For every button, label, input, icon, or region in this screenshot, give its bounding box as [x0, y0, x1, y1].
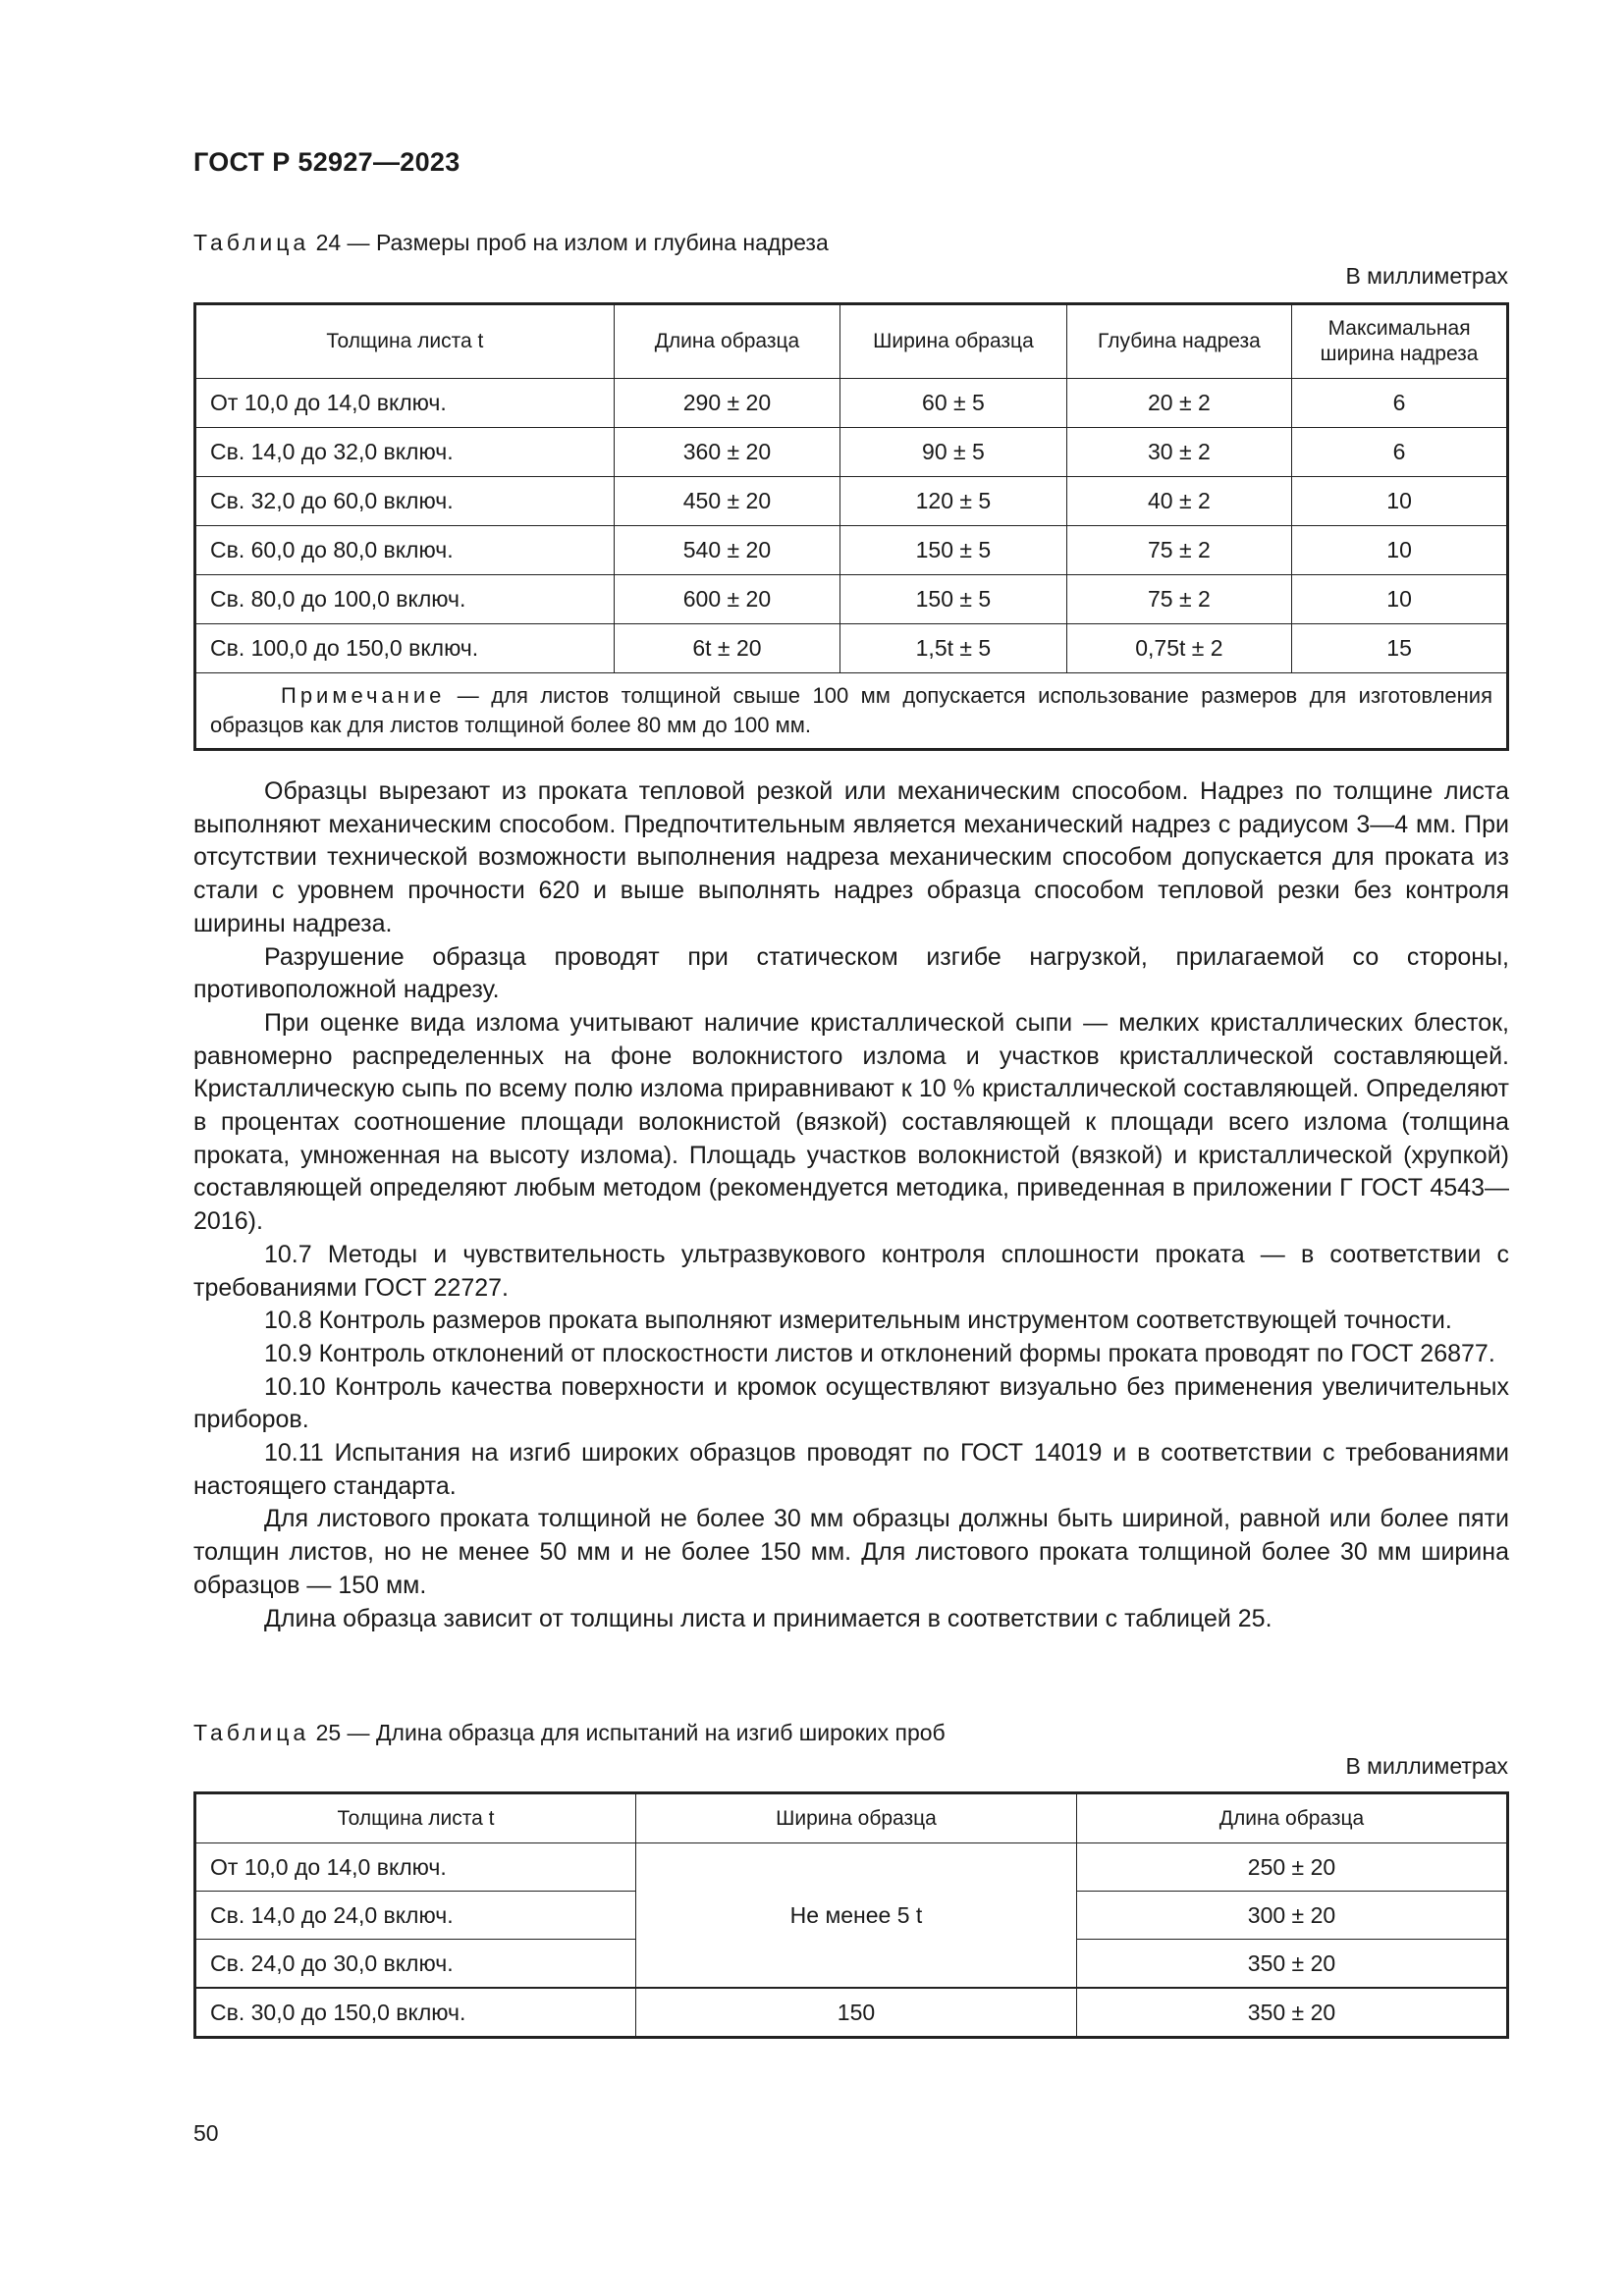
- table-cell: От 10,0 до 14,0 включ.: [195, 1843, 636, 1892]
- table-cell: 290 ± 20: [614, 379, 839, 428]
- table-cell: Св. 14,0 до 24,0 включ.: [195, 1892, 636, 1940]
- table25-header-length: Длина образца: [1076, 1793, 1507, 1843]
- table24-note: [195, 673, 1508, 750]
- paragraph: Разрушение образца проводят при статическом изгибе нагрузкой, прилагаемой со стороны, противоположной надрезу.: [193, 942, 1509, 1004]
- table25: [193, 1791, 1509, 2039]
- paragraph: При оценке вида излома учитывают наличие кристаллической сыпи — мелких кристаллических блесток, равномерно распределенных на фоне волокнистого излома и участков кристаллической составляющей. Кристаллическую сыпь по всему полю излома приравнивают к 10 % кристаллической составляющей. Определяют в процентах соотношение площади волокнистой (вязкой) составляющей к площади всего излома (толщина проката, умноженная на высоту излома). Площадь участков волокнистой (вязкой) и кристаллической (хрупкой) составляющей определяют любым методом (рекомендуется методика, приведенная в приложении Г ГОСТ 4543—2016).: [193, 1008, 1509, 1236]
- table24-note-text: — для листов толщиной свыше 100 мм допускается использование размеров для изготовления образцов как для листов толщиной более 80 мм до 100 мм.: [210, 683, 1492, 737]
- table24: [193, 302, 1509, 751]
- table-cell: Св. 60,0 до 80,0 включ.: [195, 526, 615, 575]
- table-cell: Св. 24,0 до 30,0 включ.: [195, 1940, 636, 1989]
- table-row: [195, 477, 1508, 526]
- table24-header-width: Ширина образца: [840, 304, 1066, 379]
- table-cell: Св. 14,0 до 32,0 включ.: [195, 428, 615, 477]
- table-cell: 90 ± 5: [840, 428, 1066, 477]
- paragraph: Для листового проката толщиной не более 30 мм образцы должны быть шириной, равной или более пяти толщин листов, но не менее 50 мм и не более 150 мм. Для листового проката толщиной более 30 мм ширина образцов — 150 мм.: [193, 1505, 1509, 1599]
- table-cell: 20 ± 2: [1066, 379, 1291, 428]
- table-row: [195, 1843, 1508, 1892]
- table24-note-row: [195, 673, 1508, 750]
- table25-caption-word: Таблица: [193, 1720, 310, 1745]
- paragraph: 10.10 Контроль качества поверхности и кромок осуществляют визуально без применения увеличительных приборов.: [193, 1372, 1509, 1434]
- table-cell: 40 ± 2: [1066, 477, 1291, 526]
- table-cell: 10: [1292, 526, 1508, 575]
- table-cell: 360 ± 20: [614, 428, 839, 477]
- table-cell: Св. 30,0 до 150,0 включ.: [195, 1988, 636, 2038]
- table-cell: 75 ± 2: [1066, 575, 1291, 624]
- table24-units: В миллиметрах: [1345, 263, 1508, 289]
- table24-caption: [193, 230, 829, 256]
- table-cell: 450 ± 20: [614, 477, 839, 526]
- paragraph: 10.8 Контроль размеров проката выполняют измерительным инструментом соответствующей точности.: [264, 1307, 1452, 1335]
- table-cell: 150 ± 5: [840, 526, 1066, 575]
- table-cell: Св. 32,0 до 60,0 включ.: [195, 477, 615, 526]
- table24-header-thickness: [195, 304, 615, 379]
- paragraph: Длина образца зависит от толщины листа и принимается в соответствии с таблицей 25.: [264, 1604, 1272, 1632]
- table-cell: 75 ± 2: [1066, 526, 1291, 575]
- table24-header-row: [195, 304, 1508, 379]
- table-row: [195, 1988, 1508, 2038]
- table-cell: 10: [1292, 575, 1508, 624]
- table-cell: Св. 100,0 до 150,0 включ.: [195, 624, 615, 673]
- table24-header-thickness-text: Толщина листа t: [326, 330, 484, 352]
- table-cell: 350 ± 20: [1076, 1940, 1507, 1989]
- table-row: [195, 526, 1508, 575]
- table25-units: В миллиметрах: [1345, 1753, 1508, 1779]
- table-cell: 300 ± 20: [1076, 1892, 1507, 1940]
- table25-header-thickness: Толщина листа t: [195, 1793, 636, 1843]
- table24-header-max-width: Максимальная ширина надреза: [1292, 304, 1508, 379]
- paragraph: 10.9 Контроль отклонений от плоскостности листов и отклонений формы проката проводят по ГОСТ 26877.: [264, 1339, 1495, 1367]
- table-cell: 30 ± 2: [1066, 428, 1291, 477]
- table-cell: 150: [636, 1988, 1077, 2038]
- table-cell: От 10,0 до 14,0 включ.: [195, 379, 615, 428]
- table-cell: 350 ± 20: [1076, 1988, 1507, 2038]
- document-code: ГОСТ Р 52927—2023: [193, 147, 460, 177]
- table-row: [195, 575, 1508, 624]
- table25-caption-text: 25 — Длина образца для испытаний на изгиб широких проб: [309, 1720, 946, 1745]
- table25-caption: [193, 1720, 946, 1746]
- table-cell: 6t ± 20: [614, 624, 839, 673]
- table-cell: 60 ± 5: [840, 379, 1066, 428]
- paragraph: Образцы вырезают из проката тепловой резкой или механическим способом. Надрез по толщине листа выполняют механическим способом. Предпочтительным является механический надрез с радиусом 3—4 мм. При отсутствии технической возможности выполнения надреза механическим способом допускается для проката из стали с уровнем прочности 620 и выше выполнять надрез образца способом тепловой резки без контроля ширины надреза.: [193, 777, 1509, 937]
- table-cell: 600 ± 20: [614, 575, 839, 624]
- table-cell: 1,5t ± 5: [840, 624, 1066, 673]
- table-cell: 120 ± 5: [840, 477, 1066, 526]
- table25-header-width: Ширина образца: [636, 1793, 1077, 1843]
- table-cell: 540 ± 20: [614, 526, 839, 575]
- table-cell: Св. 80,0 до 100,0 включ.: [195, 575, 615, 624]
- table-cell: 250 ± 20: [1076, 1843, 1507, 1892]
- table24-header-length: Длина образца: [614, 304, 839, 379]
- table-cell: 10: [1292, 477, 1508, 526]
- table24-header-depth: Глубина надреза: [1066, 304, 1291, 379]
- page-number: 50: [193, 2120, 219, 2146]
- table25-header-row: [195, 1793, 1508, 1843]
- table-cell: 0,75t ± 2: [1066, 624, 1291, 673]
- table24-caption-word: Таблица: [193, 230, 310, 255]
- table-row: [195, 428, 1508, 477]
- table24-note-lead: Примечание: [281, 683, 446, 708]
- body-text: [193, 775, 1509, 1635]
- table-cell: 15: [1292, 624, 1508, 673]
- table-cell: 6: [1292, 379, 1508, 428]
- table-cell: 6: [1292, 428, 1508, 477]
- table-cell: 150 ± 5: [840, 575, 1066, 624]
- table25-merged-width: Не менее 5 t: [636, 1843, 1077, 1989]
- paragraph: 10.11 Испытания на изгиб широких образцов проводят по ГОСТ 14019 и в соответствии с требованиями настоящего стандарта.: [193, 1439, 1509, 1500]
- table24-caption-text: 24 — Размеры проб на излом и глубина надреза: [309, 230, 829, 255]
- paragraph: 10.7 Методы и чувствительность ультразвукового контроля сплошности проката — в соответствии с требованиями ГОСТ 22727.: [193, 1240, 1509, 1302]
- table-row: [195, 379, 1508, 428]
- table-row: [195, 624, 1508, 673]
